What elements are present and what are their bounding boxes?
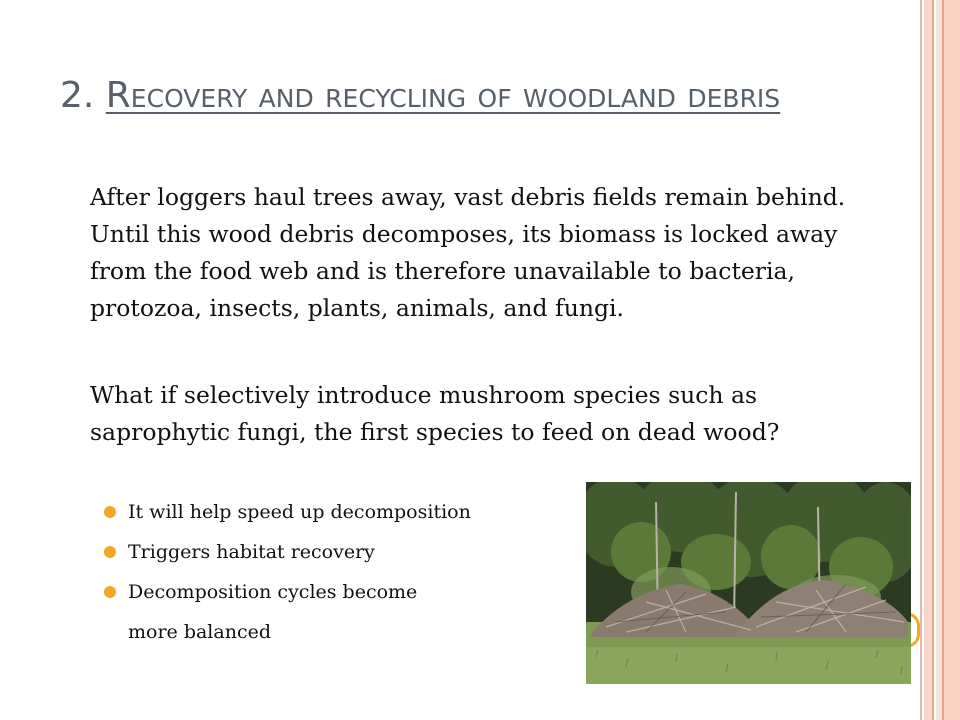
title-number: 2. (60, 75, 106, 117)
title-text: Recovery and recycling of woodland debris (105, 75, 781, 117)
bullet-text: Triggers habitat recovery (128, 541, 375, 563)
paragraph-question: What if selectively introduce mushroom species such as saprophytic fungi, the first species to feed on dead wood? (90, 381, 780, 446)
bullet-text: It will help speed up decomposition (128, 501, 471, 523)
slide-title (60, 72, 880, 120)
woodland-debris-photo (586, 482, 911, 684)
bullet-list (104, 494, 584, 643)
paragraph-debris: After loggers haul trees away, vast debris fields remain behind. Until this wood debris decomposes, its biomass is locked away from the food web and is therefore unavailable to bacteria, protozoa, insects, plants, animals, and fungi. (90, 183, 846, 322)
list-item (104, 534, 584, 574)
bullet-continuation: more balanced (128, 621, 272, 643)
bullet-text: Decomposition cycles become (128, 581, 418, 603)
bullet-dot-icon (104, 506, 116, 518)
list-item (104, 494, 584, 534)
bullet-dot-icon (104, 586, 116, 598)
list-item (104, 574, 584, 643)
bullet-dot-icon (104, 546, 116, 558)
